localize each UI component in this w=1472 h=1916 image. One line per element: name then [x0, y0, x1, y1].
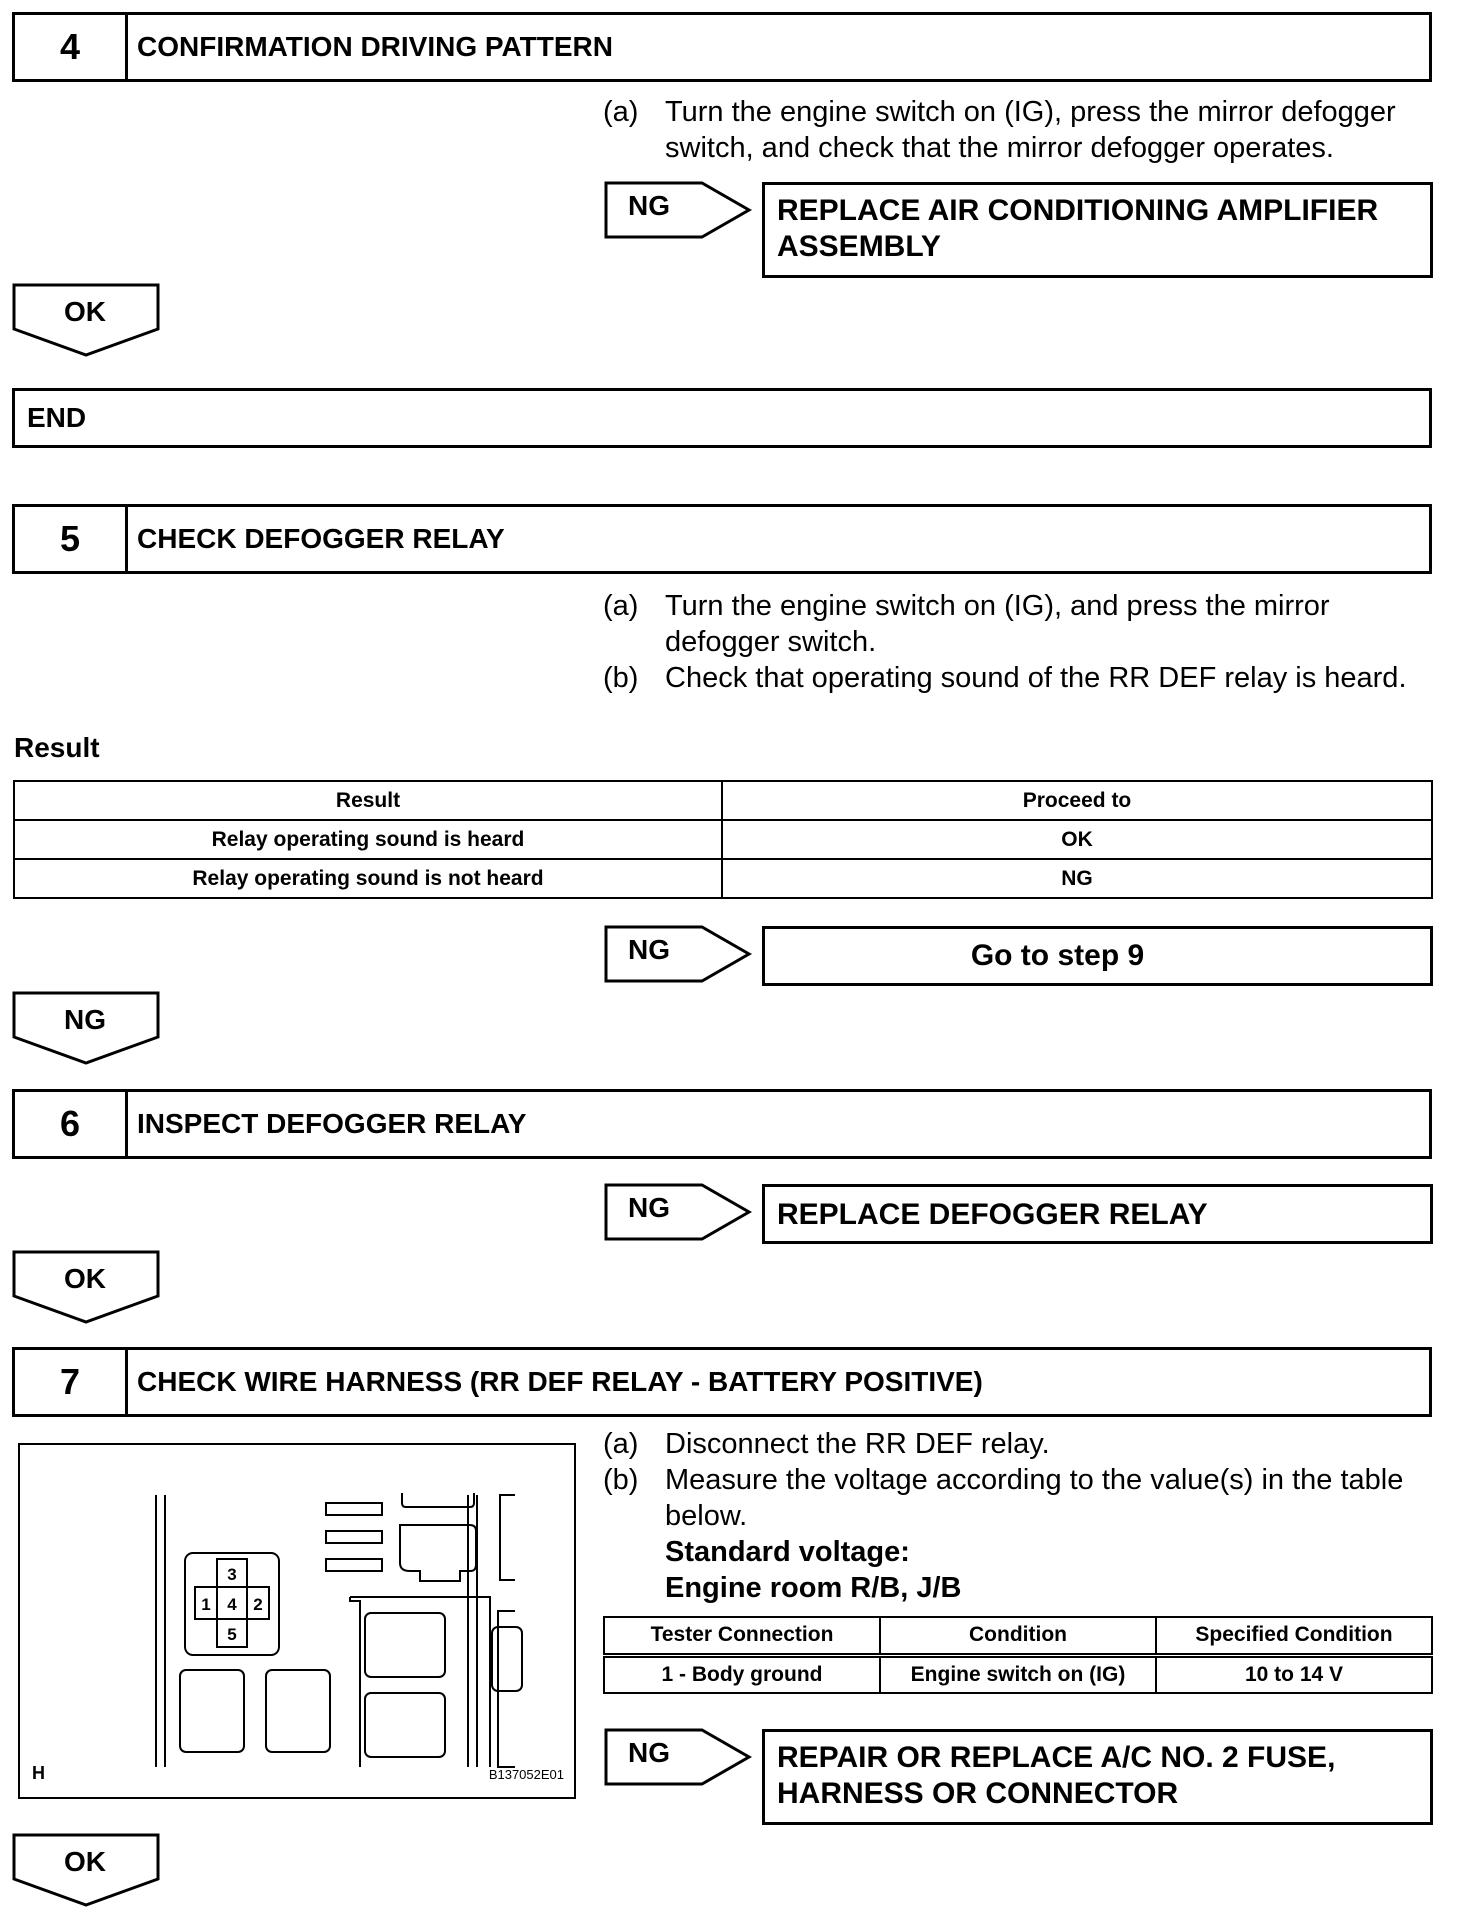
- ng-label: NG: [628, 1737, 670, 1768]
- step-title: INSPECT DEFOGGER RELAY: [137, 1108, 527, 1139]
- ng-label: NG: [628, 934, 670, 965]
- step-number: 6: [15, 1092, 128, 1156]
- terminal-label: 2: [253, 1595, 263, 1614]
- figure-code: B137052E01: [488, 1767, 564, 1782]
- step-7-header: [12, 1347, 1432, 1417]
- table-cell: Engine switch on (IG): [880, 1655, 1156, 1693]
- step-number: 5: [15, 507, 128, 571]
- instruction-text: Turn the engine switch on (IG), and press the mirror defogger switch.: [665, 590, 1330, 658]
- step-5-instructions: [603, 588, 1433, 696]
- relay-block-diagram: [20, 1445, 574, 1797]
- ng-action-box: REPLACE DEFOGGER RELAY: [762, 1184, 1433, 1244]
- step-title: CHECK DEFOGGER RELAY: [137, 523, 505, 554]
- step-title: CHECK WIRE HARNESS (RR DEF RELAY - BATTERY POSITIVE): [137, 1366, 983, 1397]
- result-table: [13, 780, 1433, 899]
- terminal-label: 4: [227, 1595, 237, 1614]
- table-header: Condition: [880, 1617, 1156, 1655]
- table-header: Result: [14, 781, 722, 820]
- ok-label: OK: [64, 1263, 106, 1294]
- table-header: Specified Condition: [1156, 1617, 1432, 1655]
- table-row: [14, 859, 1432, 898]
- ng-label: NG: [628, 1192, 670, 1223]
- spec-table: [603, 1616, 1433, 1694]
- table-row: [604, 1655, 1432, 1693]
- ng-label: NG: [628, 190, 670, 221]
- step-5-header: [12, 504, 1432, 574]
- terminal-label: 5: [227, 1625, 237, 1644]
- terminal-label: 3: [227, 1565, 237, 1584]
- table-cell: Relay operating sound is not heard: [14, 859, 722, 898]
- table-row: [14, 820, 1432, 859]
- step-4-instructions: [603, 94, 1433, 166]
- instruction-label: (b): [603, 662, 639, 694]
- ng-label: NG: [64, 1004, 106, 1035]
- table-header: Tester Connection: [604, 1617, 880, 1655]
- ng-action-box: REPAIR OR REPLACE A/C NO. 2 FUSE, HARNESS OR CONNECTOR: [762, 1729, 1433, 1825]
- table-header: Proceed to: [722, 781, 1432, 820]
- step-6-header: [12, 1089, 1432, 1159]
- ng-action-box: [762, 926, 1433, 986]
- instruction-label: (a): [603, 1428, 639, 1460]
- table-cell: 10 to 14 V: [1156, 1655, 1432, 1693]
- step-4-header: [12, 12, 1432, 82]
- end-box: END: [12, 388, 1432, 448]
- ng-action-text: Go to step 9: [970, 939, 1145, 972]
- ng-action-box: REPLACE AIR CONDITIONING AMPLIFIER ASSEMBLY: [762, 182, 1433, 278]
- step-title: CONFIRMATION DRIVING PATTERN: [137, 31, 613, 62]
- table-cell: NG: [722, 859, 1432, 898]
- figure-corner-label: H: [32, 1763, 45, 1783]
- standard-voltage-label: Standard voltage:: [665, 1536, 910, 1568]
- instruction-label: (a): [603, 96, 639, 128]
- ok-label: OK: [64, 296, 106, 327]
- ok-label: OK: [64, 1846, 106, 1877]
- instruction-text: Disconnect the RR DEF relay.: [665, 1428, 1050, 1460]
- instruction-label: (a): [603, 590, 639, 622]
- step-number: 7: [15, 1350, 128, 1414]
- instruction-text: Check that operating sound of the RR DEF relay is heard.: [665, 662, 1407, 694]
- table-cell: 1 - Body ground: [604, 1655, 880, 1693]
- relay-location-figure: [18, 1443, 576, 1799]
- instruction-text: Measure the voltage according to the value(s) in the table below.: [665, 1464, 1404, 1532]
- terminal-label: 1: [201, 1595, 211, 1614]
- result-heading: Result: [14, 732, 100, 763]
- instruction-text: Turn the engine switch on (IG), press the mirror defogger switch, and check that the mirror defogger operates.: [665, 96, 1396, 164]
- instruction-label: (b): [603, 1464, 639, 1496]
- table-cell: Relay operating sound is heard: [14, 820, 722, 859]
- standard-location-label: Engine room R/B, J/B: [665, 1572, 962, 1604]
- step-7-instructions: [603, 1426, 1433, 1606]
- step-number: 4: [15, 15, 128, 79]
- table-cell: OK: [722, 820, 1432, 859]
